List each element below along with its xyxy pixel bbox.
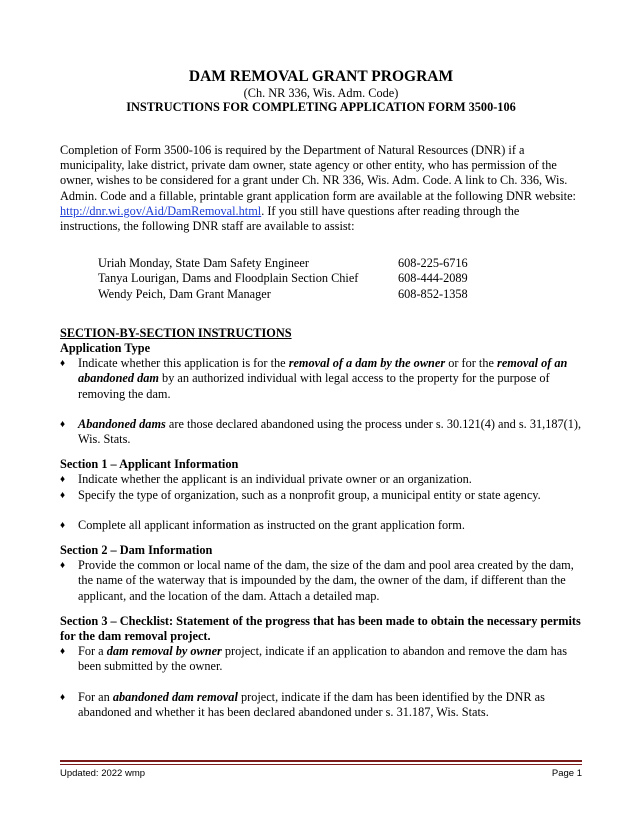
document-subtitle-instructions: INSTRUCTIONS FOR COMPLETING APPLICATION FORM 3500-106 bbox=[126, 100, 516, 114]
contact-row bbox=[98, 256, 582, 271]
list-item bbox=[60, 488, 582, 503]
contact-phone: 608-852-1358 bbox=[398, 286, 468, 301]
text-segment: For a bbox=[78, 644, 107, 659]
contact-row bbox=[98, 287, 582, 302]
list-item-text bbox=[78, 644, 582, 674]
list-item-text bbox=[78, 690, 582, 720]
list-item-text: Complete all applicant information as instructed on the grant application form. bbox=[78, 517, 465, 532]
list-item-text bbox=[78, 356, 582, 402]
list-item bbox=[60, 558, 582, 604]
list-item-text bbox=[78, 417, 582, 447]
contact-row bbox=[98, 271, 582, 286]
text-segment: project, indicate if an application to abandon and remove the dam has been submitted by the owner. bbox=[78, 644, 568, 674]
contact-name: Tanya Lourigan, Dams and Floodplain Section Chief bbox=[98, 271, 359, 286]
contact-list bbox=[98, 256, 582, 302]
footer-updated: Updated: 2022 wmp bbox=[60, 768, 146, 779]
page-number: Page 1 bbox=[551, 768, 582, 779]
list-item bbox=[60, 356, 582, 402]
emphasis-text: abandoned dam removal bbox=[112, 689, 238, 704]
diamond-bullet-icon: ♦ bbox=[60, 489, 66, 501]
intro-paragraph bbox=[60, 143, 582, 234]
list-item bbox=[60, 644, 582, 674]
section3-heading: Section 3 – Checklist: Statement of the progress that has been made to obtain the necessary permits for the dam removal project. bbox=[60, 613, 581, 644]
list-item bbox=[60, 417, 582, 447]
diamond-bullet-icon: ♦ bbox=[60, 691, 66, 703]
dnr-website-link[interactable]: http://dnr.wi.gov/Aid/DamRemoval.html bbox=[60, 203, 262, 218]
section2-heading: Section 2 – Dam Information bbox=[60, 543, 213, 558]
list-item bbox=[60, 472, 582, 487]
contact-name: Uriah Monday, State Dam Safety Engineer bbox=[98, 256, 309, 271]
diamond-bullet-icon: ♦ bbox=[60, 358, 66, 370]
contact-name: Wendy Peich, Dam Grant Manager bbox=[98, 286, 271, 301]
footer-divider bbox=[60, 760, 582, 762]
section-instructions-title: SECTION-BY-SECTION INSTRUCTIONS bbox=[60, 325, 292, 340]
list-item-text: Provide the common or local name of the dam, the size of the dam and pool area created by the dam, the name of the waterway that is impounded by the dam, the owner of the dam, if different than the applicant, and the location of the dam. Attach a detailed map. bbox=[78, 558, 574, 603]
emphasis-text: removal of a dam by the owner bbox=[288, 356, 446, 371]
intro-text: Completion of Form 3500-106 is required by the Department of Natural Resources (DNR) if a municipality, lake district, private dam owner, state agency or other entity, who has permission of the owner, wishes to be considered for a grant under Ch. NR 336, Wis. Adm. Code. A link to Ch. 336, Wis. Admin. Code and a fillable, printable grant application form are available at the following DNR website: bbox=[60, 143, 576, 203]
section1-heading: Section 1 – Applicant Information bbox=[60, 457, 239, 472]
emphasis-text: removal of an abandoned dam bbox=[78, 356, 568, 386]
text-segment: project, indicate if the dam has been identified by the DNR as abandoned and whether it has been declared abandoned under s. 31.187, Wis. Stats. bbox=[78, 689, 545, 719]
list-item-text: Indicate whether the applicant is an individual private owner or an organization. bbox=[78, 472, 472, 487]
diamond-bullet-icon: ♦ bbox=[60, 418, 66, 430]
text-segment: or for the bbox=[445, 356, 498, 371]
document-page bbox=[60, 68, 582, 720]
emphasis-text: Abandoned dams bbox=[78, 416, 166, 431]
contact-phone: 608-444-2089 bbox=[398, 271, 468, 286]
text-segment: Indicate whether this application is for the bbox=[78, 356, 289, 371]
document-title: DAM REMOVAL GRANT PROGRAM bbox=[188, 68, 454, 85]
list-item-text: Specify the type of organization, such as a nonprofit group, a municipal entity or state agency. bbox=[78, 487, 541, 502]
contact-phone: 608-225-6716 bbox=[398, 256, 468, 271]
text-segment: For an bbox=[78, 689, 113, 704]
diamond-bullet-icon: ♦ bbox=[60, 646, 66, 658]
intro-text-end: . If you still have questions after reading through the instructions, the following DNR staff are available to assist: bbox=[60, 203, 520, 234]
emphasis-text: dam removal by owner bbox=[106, 644, 222, 659]
diamond-bullet-icon: ♦ bbox=[60, 519, 66, 531]
text-segment: are those declared abandoned using the process under s. 30.121(4) and s. 31,187(1), Wis. Stats. bbox=[78, 416, 582, 446]
diamond-bullet-icon: ♦ bbox=[60, 560, 66, 572]
list-item bbox=[60, 518, 582, 533]
document-subtitle: (Ch. NR 336, Wis. Adm. Code) bbox=[243, 86, 399, 100]
page-footer bbox=[60, 768, 582, 779]
footer-divider-thin bbox=[60, 764, 582, 765]
diamond-bullet-icon: ♦ bbox=[60, 474, 66, 486]
text-segment: by an authorized individual with legal access to the property for the purpose of removing the dam. bbox=[78, 371, 550, 401]
list-item bbox=[60, 690, 582, 720]
application-type-heading: Application Type bbox=[60, 340, 151, 355]
